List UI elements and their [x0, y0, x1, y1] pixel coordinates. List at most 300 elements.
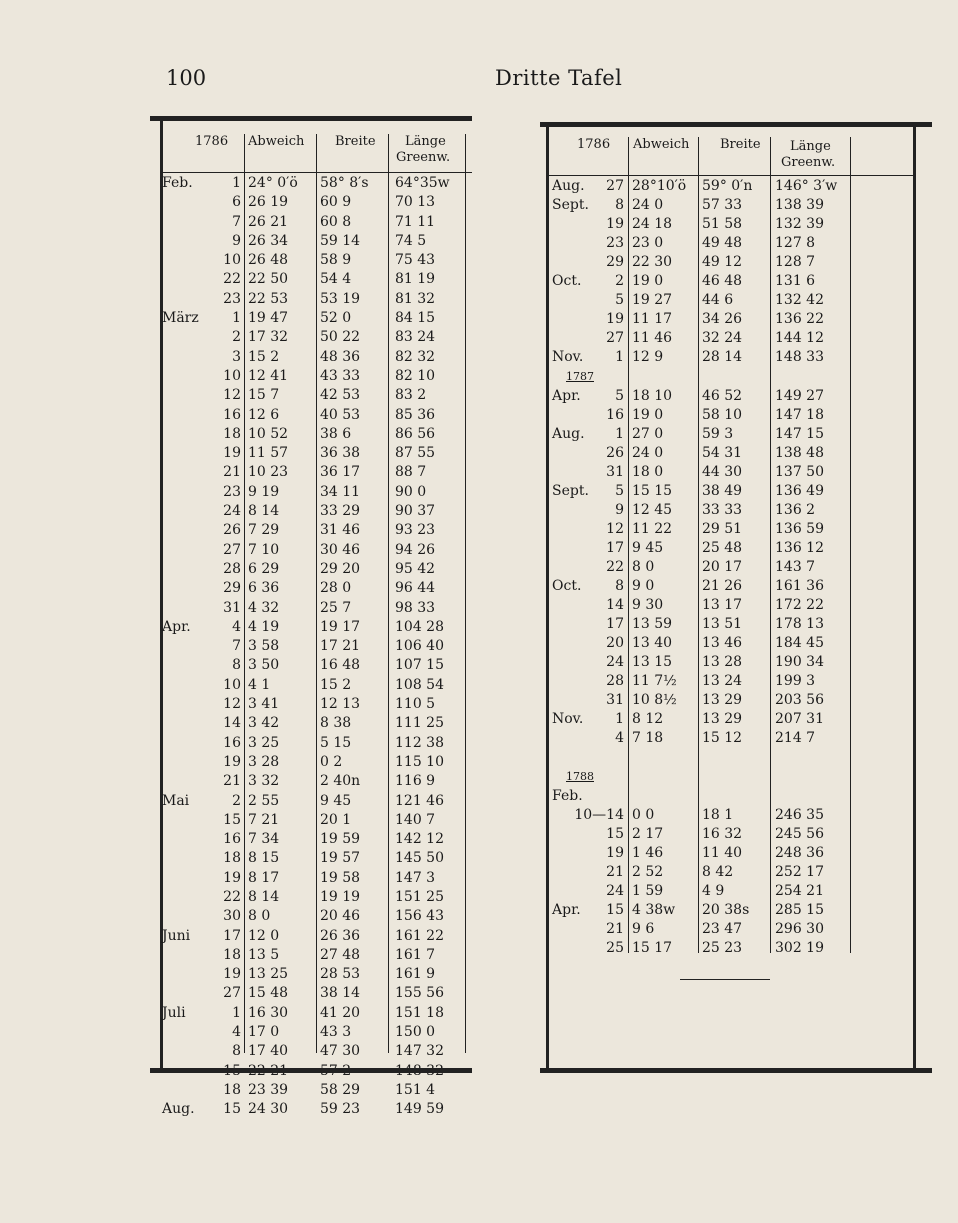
day-cell: 15	[223, 1101, 241, 1118]
month-cell: Juli	[162, 1004, 186, 1021]
table-row	[150, 1042, 472, 1061]
table-row	[540, 520, 916, 539]
day-cell: 22	[606, 558, 624, 575]
abweichung-cell: 7 34	[248, 831, 280, 848]
breite-cell: 5 15	[320, 734, 352, 751]
left-rows	[150, 174, 472, 1120]
abweichung-cell: 11 57	[248, 445, 289, 462]
abweichung-cell: 3 58	[248, 638, 280, 655]
breite-cell: 28 53	[320, 966, 361, 983]
day-cell: 10	[223, 367, 241, 384]
breite-cell: 26 36	[320, 927, 361, 944]
table-row	[540, 501, 916, 520]
breite-cell: 53 19	[320, 290, 361, 307]
table-row	[150, 869, 472, 888]
breite-cell: 54 4	[320, 271, 352, 288]
abweichung-cell: 24 0	[632, 197, 664, 214]
month-cell: Mai	[162, 792, 190, 809]
laenge-cell: 184 45	[775, 635, 824, 652]
breite-cell: 50 22	[320, 329, 361, 346]
abweichung-cell: 11 7½	[632, 673, 677, 690]
abweichung-cell: 24° 0′ö	[248, 175, 298, 191]
laenge-cell: 172 22	[775, 597, 824, 614]
laenge-cell: 132 39	[775, 216, 824, 233]
day-cell: 12	[606, 520, 624, 537]
table-row	[150, 830, 472, 849]
abweichung-cell: 8 14	[248, 503, 280, 520]
day-cell: 28	[606, 673, 624, 690]
table-row	[540, 463, 916, 482]
laenge-cell: 151 18	[395, 1004, 444, 1021]
table-row	[150, 560, 472, 579]
day-cell: 3	[232, 348, 241, 365]
laenge-cell: 136 12	[775, 539, 824, 556]
laenge-cell: 64°35w	[395, 175, 450, 191]
day-cell: 15	[223, 811, 241, 828]
breite-cell: 36 17	[320, 464, 361, 481]
month-cell: Apr.	[162, 618, 191, 635]
laenge-cell: 98 33	[395, 599, 436, 616]
abweichung-cell: 10 8½	[632, 692, 677, 709]
table-row	[150, 1023, 472, 1042]
month-cell: Feb.	[552, 787, 583, 804]
breite-cell: 60 9	[320, 194, 352, 211]
table-row	[540, 806, 916, 825]
abweichung-cell: 10 23	[248, 464, 289, 481]
table-row	[540, 596, 916, 615]
laenge-cell: 93 23	[395, 522, 436, 539]
table-row	[150, 425, 472, 444]
abweichung-cell: 12 0	[248, 927, 280, 944]
table-row	[150, 849, 472, 868]
laenge-cell: 144 12	[775, 330, 824, 347]
day-cell: 15	[606, 825, 624, 842]
laenge-cell: 147 3	[395, 869, 436, 886]
month-cell: Aug.	[162, 1101, 195, 1118]
breite-cell: 15 2	[320, 676, 352, 693]
header-year: 1786	[195, 134, 229, 149]
year-label: 1788	[566, 770, 594, 784]
month-cell: Aug.	[552, 425, 585, 442]
page-header	[0, 66, 958, 100]
abweichung-cell: 15 17	[632, 939, 673, 956]
table-row	[150, 328, 472, 347]
abweichung-cell: 24 18	[632, 216, 673, 233]
abweichung-cell: 10 52	[248, 425, 289, 442]
abweichung-cell: 3 42	[248, 715, 280, 732]
day-cell: 21	[606, 920, 624, 937]
abweichung-cell: 13 5	[248, 946, 280, 963]
abweichung-cell: 2 52	[632, 863, 664, 880]
breite-cell: 59° 0′n	[702, 178, 753, 194]
breite-cell: 58 10	[702, 406, 743, 423]
laenge-cell: 248 36	[775, 844, 824, 861]
breite-cell: 59 14	[320, 232, 361, 249]
breite-cell: 43 3	[320, 1024, 352, 1041]
table-row	[540, 177, 916, 196]
table-row	[540, 882, 916, 901]
laenge-cell: 151 4	[395, 1081, 436, 1098]
table-row	[150, 290, 472, 309]
table-row	[540, 272, 916, 291]
laenge-cell: 104 28	[395, 618, 444, 635]
abweichung-cell: 15 15	[632, 482, 673, 499]
breite-cell: 16 32	[702, 825, 743, 842]
breite-cell: 21 26	[702, 577, 743, 594]
laenge-cell: 254 21	[775, 882, 824, 899]
day-cell: 19	[606, 311, 624, 328]
breite-cell: 33 29	[320, 503, 361, 520]
abweichung-cell: 4 19	[248, 618, 280, 635]
table-row	[150, 772, 472, 791]
breite-cell: 43 33	[320, 367, 361, 384]
table-row	[540, 901, 916, 920]
abweichung-cell: 22 53	[248, 290, 289, 307]
day-cell: 1	[232, 1004, 241, 1021]
day-cell: 29	[223, 580, 241, 597]
abweichung-cell: 26 21	[248, 213, 289, 230]
breite-cell: 59 3	[702, 425, 734, 442]
abweichung-cell: 23 39	[248, 1081, 289, 1098]
table-row	[150, 386, 472, 405]
breite-cell: 58 9	[320, 252, 352, 269]
header-year: 1786	[577, 137, 611, 152]
table-row	[150, 637, 472, 656]
laenge-cell: 142 12	[395, 831, 444, 848]
day-cell: 20	[606, 635, 624, 652]
abweichung-cell: 7 18	[632, 730, 664, 747]
day-cell: 9	[615, 501, 624, 518]
breite-cell: 46 52	[702, 387, 743, 404]
breite-cell: 44 30	[702, 463, 743, 480]
day-cell: 23	[223, 483, 241, 500]
day-cell: 4	[232, 1024, 241, 1041]
day-cell: 6	[232, 194, 241, 211]
table-row	[150, 599, 472, 618]
day-cell: 1	[615, 349, 624, 366]
table-row	[540, 253, 916, 272]
day-cell: 29	[606, 254, 624, 271]
day-cell: 19	[223, 966, 241, 983]
abweichung-cell: 9 19	[248, 483, 280, 500]
abweichung-cell: 26 19	[248, 194, 289, 211]
table-row	[150, 270, 472, 289]
abweichung-cell: 12 41	[248, 367, 289, 384]
abweichung-cell: 8 15	[248, 850, 280, 867]
laenge-cell: 128 7	[775, 254, 816, 271]
laenge-cell: 190 34	[775, 654, 824, 671]
laenge-cell: 111 25	[395, 715, 444, 732]
header-breite: Breite	[720, 137, 761, 152]
abweichung-cell: 3 50	[248, 657, 280, 674]
laenge-cell: 149 59	[395, 1101, 444, 1118]
breite-cell: 8 42	[702, 863, 734, 880]
header-laenge: Länge	[405, 134, 446, 149]
day-cell: 2	[232, 792, 241, 809]
month-cell: Feb.	[162, 175, 193, 191]
abweichung-cell: 0 0	[632, 806, 655, 823]
breite-cell: 20 1	[320, 811, 352, 828]
laenge-cell: 94 26	[395, 541, 436, 558]
month-cell: Sept.	[552, 482, 589, 499]
day-cell: 24	[606, 882, 624, 899]
abweichung-cell: 1 59	[632, 882, 664, 899]
breite-cell: 59 23	[320, 1101, 361, 1118]
day-cell: 16	[223, 734, 241, 751]
breite-cell: 36 38	[320, 445, 361, 462]
laenge-cell: 81 32	[395, 290, 436, 307]
table-row	[150, 174, 472, 193]
breite-cell: 25 23	[702, 939, 743, 956]
right-rows	[540, 177, 916, 958]
table-row	[150, 348, 472, 367]
laenge-cell: 136 49	[775, 482, 824, 499]
day-cell: 12	[223, 696, 241, 713]
day-cell: 1	[232, 310, 241, 327]
day-cell: 26	[606, 444, 624, 461]
day-cell: 18	[223, 946, 241, 963]
breite-cell: 20 38s	[702, 901, 750, 918]
abweichung-cell: 28°10′ö	[632, 178, 687, 194]
laenge-cell: 161 9	[395, 966, 436, 983]
laenge-cell: 145 50	[395, 850, 444, 867]
abweichung-cell: 19 27	[632, 292, 673, 309]
breite-cell: 4 9	[702, 882, 725, 899]
table-row	[540, 444, 916, 463]
day-cell: 24	[223, 503, 241, 520]
laenge-cell: 88 7	[395, 464, 427, 481]
breite-cell: 19 57	[320, 850, 361, 867]
laenge-cell: 151 25	[395, 888, 444, 905]
month-cell: Sept.	[552, 197, 589, 214]
breite-cell: 40 53	[320, 406, 361, 423]
abweichung-cell: 23 0	[632, 235, 664, 252]
table-row	[540, 653, 916, 672]
header-abweich: Abweich	[633, 137, 690, 152]
table-row	[540, 234, 916, 253]
top-rule	[150, 116, 472, 121]
table-row	[540, 691, 916, 710]
day-cell: 27	[606, 330, 624, 347]
breite-cell: 17 21	[320, 638, 361, 655]
table-row	[150, 734, 472, 753]
day-cell: 1	[615, 425, 624, 442]
day-cell: 23	[223, 290, 241, 307]
month-cell: Juni	[162, 927, 191, 944]
day-cell: 10—14	[574, 806, 624, 823]
abweichung-cell: 15 48	[248, 985, 289, 1002]
table-row	[540, 939, 916, 958]
month-cell: Oct.	[552, 577, 582, 594]
abweichung-cell: 18 10	[632, 387, 673, 404]
day-cell: 27	[606, 178, 624, 194]
day-cell: 31	[606, 692, 624, 709]
abweichung-cell: 6 36	[248, 580, 280, 597]
breite-cell: 25 7	[320, 599, 352, 616]
table-row	[150, 927, 472, 946]
day-cell: 17	[606, 616, 624, 633]
day-cell: 7	[232, 213, 241, 230]
table-row	[540, 729, 916, 748]
laenge-cell: 147 18	[775, 406, 824, 423]
table-row	[150, 792, 472, 811]
laenge-cell: 87 55	[395, 445, 436, 462]
day-cell: 8	[232, 657, 241, 674]
abweichung-cell: 8 0	[632, 558, 655, 575]
abweichung-cell: 13 40	[632, 635, 673, 652]
laenge-cell: 252 17	[775, 863, 824, 880]
table-row	[150, 1100, 472, 1119]
breite-cell: 12 13	[320, 696, 361, 713]
breite-cell: 46 48	[702, 273, 743, 290]
table-row	[150, 946, 472, 965]
laenge-cell: 85 36	[395, 406, 436, 423]
day-cell: 31	[606, 463, 624, 480]
breite-cell: 19 19	[320, 888, 361, 905]
day-cell: 25	[606, 939, 624, 956]
table-row	[150, 753, 472, 772]
day-cell: 21	[606, 863, 624, 880]
abweichung-cell: 22 50	[248, 271, 289, 288]
table-row	[150, 984, 472, 1003]
table-row	[150, 888, 472, 907]
day-cell: 1	[232, 175, 241, 191]
table-row	[540, 367, 916, 386]
day-cell: 7	[232, 638, 241, 655]
day-cell: 18	[223, 1081, 241, 1098]
abweichung-cell: 15 2	[248, 348, 280, 365]
laenge-cell: 75 43	[395, 252, 436, 269]
laenge-cell: 83 2	[395, 387, 427, 404]
laenge-cell: 146° 3′w	[775, 178, 838, 194]
abweichung-cell: 9 0	[632, 577, 655, 594]
table-row	[150, 1004, 472, 1023]
laenge-cell: 214 7	[775, 730, 816, 747]
day-cell: 21	[223, 773, 241, 790]
laenge-cell: 138 39	[775, 197, 824, 214]
laenge-cell: 112 38	[395, 734, 444, 751]
abweichung-cell: 22 30	[632, 254, 673, 271]
abweichung-cell: 24 0	[632, 444, 664, 461]
day-cell: 19	[223, 753, 241, 770]
table-row	[540, 615, 916, 634]
table-row	[540, 482, 916, 501]
month-cell: Nov.	[552, 711, 584, 728]
breite-cell: 34 11	[320, 483, 361, 500]
abweichung-cell: 11 46	[632, 330, 673, 347]
breite-cell: 11 40	[702, 844, 743, 861]
day-cell: 1	[615, 711, 624, 728]
day-cell: 19	[606, 216, 624, 233]
month-cell: Nov.	[552, 349, 584, 366]
laenge-cell: 156 43	[395, 908, 444, 925]
day-cell: 8	[232, 1043, 241, 1060]
table-row	[150, 541, 472, 560]
table-row	[540, 767, 916, 786]
breite-cell: 41 20	[320, 1004, 361, 1021]
laenge-cell: 149 27	[775, 387, 824, 404]
breite-cell: 8 38	[320, 715, 352, 732]
abweichung-cell: 17 32	[248, 329, 289, 346]
day-cell: 4	[232, 618, 241, 635]
table-row	[540, 920, 916, 939]
abweichung-cell: 1 46	[632, 844, 664, 861]
page-number: 100	[166, 66, 207, 90]
table-row	[150, 811, 472, 830]
laenge-cell: 203 56	[775, 692, 824, 709]
breite-cell: 18 1	[702, 806, 734, 823]
laenge-cell: 246 35	[775, 806, 824, 823]
abweichung-cell: 13 15	[632, 654, 673, 671]
table-row	[150, 965, 472, 984]
day-cell: 23	[606, 235, 624, 252]
laenge-cell: 136 22	[775, 311, 824, 328]
day-cell: 14	[223, 715, 241, 732]
abweichung-cell: 15 7	[248, 387, 280, 404]
header-laenge: Länge	[790, 139, 831, 154]
bottom-rule	[540, 1068, 932, 1073]
laenge-cell: 83 24	[395, 329, 436, 346]
breite-cell: 20 46	[320, 908, 361, 925]
year-label: 1787	[566, 370, 594, 384]
day-cell: 5	[615, 292, 624, 309]
end-rule	[680, 979, 770, 980]
table-row	[150, 579, 472, 598]
breite-cell: 51 58	[702, 216, 743, 233]
day-cell: 12	[223, 387, 241, 404]
breite-cell: 20 17	[702, 558, 743, 575]
breite-cell: 2 40n	[320, 773, 361, 790]
breite-cell: 38 14	[320, 985, 361, 1002]
day-cell: 19	[223, 445, 241, 462]
breite-cell: 47 30	[320, 1043, 361, 1060]
day-cell: 17	[606, 539, 624, 556]
table-row	[540, 215, 916, 234]
abweichung-cell: 13 59	[632, 616, 673, 633]
day-cell: 30	[223, 908, 241, 925]
laenge-cell: 137 50	[775, 463, 824, 480]
breite-cell: 57 33	[702, 197, 743, 214]
table-row	[540, 310, 916, 329]
table-row	[540, 577, 916, 596]
laenge-cell: 96 44	[395, 580, 436, 597]
breite-cell: 13 29	[702, 692, 743, 709]
abweichung-cell: 26 48	[248, 252, 289, 269]
laenge-cell: 81 19	[395, 271, 436, 288]
abweichung-cell: 9 45	[632, 539, 664, 556]
abweichung-cell: 11 22	[632, 520, 673, 537]
abweichung-cell: 11 17	[632, 311, 673, 328]
laenge-cell: 116 9	[395, 773, 436, 790]
abweichung-cell: 12 9	[632, 349, 664, 366]
table-row	[150, 483, 472, 502]
abweichung-cell: 19 0	[632, 406, 664, 423]
abweichung-cell: 3 28	[248, 753, 280, 770]
breite-cell: 33 33	[702, 501, 743, 518]
table-row	[150, 193, 472, 212]
abweichung-cell: 2 55	[248, 792, 280, 809]
abweichung-cell: 9 6	[632, 920, 655, 937]
day-cell: 16	[223, 831, 241, 848]
laenge-cell: 108 54	[395, 676, 444, 693]
breite-cell: 19 17	[320, 618, 361, 635]
breite-cell: 52 0	[320, 310, 352, 327]
abweichung-cell: 7 10	[248, 541, 280, 558]
abweichung-cell: 3 32	[248, 773, 280, 790]
table-row	[540, 196, 916, 215]
day-cell: 27	[223, 985, 241, 1002]
page-title: Dritte Tafel	[495, 66, 623, 90]
